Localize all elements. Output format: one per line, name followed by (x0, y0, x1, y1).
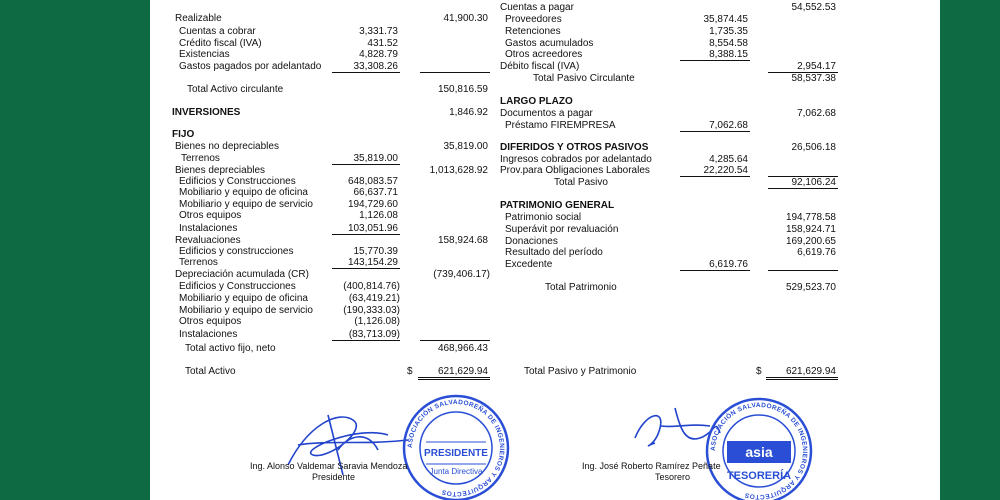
credito-fiscal-value: 431.52 (367, 38, 398, 49)
documentos-pagar-label: Documentos a pagar (500, 108, 593, 119)
subtotal-rule (332, 340, 400, 341)
superavit-label: Superávit por revaluación (505, 224, 619, 235)
instalaciones1-label: Instalaciones (179, 223, 238, 234)
cuentas-cobrar-value: 3,331.73 (359, 26, 398, 37)
total-activo-fijo-label: Total activo fijo, neto (185, 343, 276, 354)
edificios1-value: 648,083.57 (347, 176, 398, 187)
tesoreria-seal (703, 395, 815, 500)
donaciones-label: Donaciones (505, 236, 558, 247)
edificios1-label: Edificios y Construcciones (179, 176, 296, 187)
otros-equipos1-label: Otros equipos (179, 210, 242, 221)
double-rule-top (766, 377, 838, 378)
total-activo-fijo-value: 468,966.43 (437, 343, 488, 354)
depreciacion-total: (739,406.17) (433, 269, 490, 280)
edificios2-label: Edificios y construcciones (179, 246, 294, 257)
gastos-pagados-label: Gastos pagados por adelantado (179, 61, 322, 72)
total-patrimonio-value: 529,523.70 (785, 282, 836, 293)
retenciones-label: Retenciones (505, 26, 561, 37)
terrenos2-value: 143,154.29 (347, 257, 398, 268)
total-pasivo-patrimonio-label: Total Pasivo y Patrimonio (524, 366, 637, 377)
credito-fiscal-label: Crédito fiscal (IVA) (179, 38, 262, 49)
diferidos-total: 26,506.18 (791, 142, 836, 153)
total-pasivo-circulante-label: Total Pasivo Circulante (533, 73, 635, 84)
seal-ring-text: ASOCIACIÓN SALVADOREÑA DE INGENIEROS Y ARQUITECTOS (406, 398, 506, 498)
cuentas-pagar-label: Cuentas a pagar (500, 2, 574, 13)
currency-symbol: $ (756, 366, 762, 377)
otros-equipos1-value: 1,126.08 (359, 210, 398, 221)
gastos-acumulados-label: Gastos acumulados (505, 38, 594, 49)
bienes-no-dep-total: 35,819.00 (443, 141, 488, 152)
superavit-value: 158,924.71 (785, 224, 836, 235)
resultado-value: 6,619.76 (797, 247, 836, 258)
cuentas-pagar-total: 54,552.53 (791, 2, 836, 13)
instalaciones1-value: 103,051.96 (347, 223, 398, 234)
subtotal-rule (680, 176, 750, 177)
total-rule-top (768, 176, 838, 177)
presidente-seal (398, 392, 514, 500)
proveedores-value: 35,874.45 (703, 14, 748, 25)
terrenos1-value: 35,819.00 (353, 153, 398, 164)
debito-fiscal-total: 2,954.17 (797, 61, 836, 72)
existencias-value: 4,828.79 (359, 49, 398, 60)
total-activo-circulante-label: Total Activo circulante (187, 84, 284, 95)
mobiliario-servicio1-label: Mobiliario y equipo de servicio (179, 199, 313, 210)
diferidos-heading: DIFERIDOS Y OTROS PASIVOS (500, 142, 649, 153)
edificios3-label: Edificios y Construcciones (179, 281, 296, 292)
instalaciones3-value: (83,713.09) (348, 329, 400, 340)
total-pasivo-patrimonio-value: 621,629.94 (785, 366, 836, 377)
prestamo-value: 7,062.68 (709, 120, 748, 131)
ingresos-cobrados-value: 4,285.64 (709, 154, 748, 165)
retenciones-value: 1,735.35 (709, 26, 748, 37)
mobiliario-servicio3-label: Mobiliario y equipo de servicio (179, 305, 313, 316)
total-rule (768, 270, 838, 271)
total-rule (420, 72, 490, 73)
subtotal-rule (332, 72, 400, 73)
fijo-heading: FIJO (172, 129, 195, 140)
seal-ring-text: ASOCIACIÓN SALVADOREÑA DE INGENIEROS Y ARQUITECTOS (709, 401, 809, 500)
bienes-dep-total: 1,013,628.92 (429, 165, 488, 176)
donaciones-value: 169,200.65 (785, 236, 836, 247)
gastos-acumulados-value: 8,554.58 (709, 38, 748, 49)
otros-equipos3-label: Otros equipos (179, 316, 242, 327)
balance-sheet-page (150, 0, 940, 500)
patrimonio-general-heading: PATRIMONIO GENERAL (500, 200, 615, 211)
instalaciones3-label: Instalaciones (179, 329, 238, 340)
edificios3-value: (400,814.76) (343, 281, 400, 292)
mobiliario-servicio1-value: 194,729.60 (347, 199, 398, 210)
presidente-name: Ing. Alonso Valdemar Saravia Mendoza (250, 461, 408, 471)
patrimonio-social-label: Patrimonio social (505, 212, 582, 223)
total-pasivo-label: Total Pasivo (554, 177, 608, 188)
total-activo-label: Total Activo (185, 366, 236, 377)
existencias-label: Existencias (179, 49, 230, 60)
inversiones-heading: INVERSIONES (172, 107, 241, 118)
otros-acreedores-label: Otros acreedores (505, 49, 583, 60)
mobiliario-oficina1-label: Mobiliario y equipo de oficina (179, 187, 308, 198)
subtotal-rule (680, 270, 750, 271)
realizable-label: Realizable (175, 13, 222, 24)
total-rule-bottom (768, 188, 838, 189)
gastos-pagados-value: 33,308.26 (353, 61, 398, 72)
bienes-dep-label: Bienes depreciables (175, 165, 266, 176)
mobiliario-servicio3-value: (190,333.03) (343, 305, 400, 316)
seal-tesoreria-text: TESORERÍA (726, 470, 792, 482)
double-rule-bottom (766, 379, 838, 380)
double-rule-bottom (418, 379, 490, 380)
ingresos-cobrados-label: Ingresos cobrados por adelantado (500, 154, 652, 165)
subtotal-rule (332, 234, 400, 235)
patrimonio-social-value: 194,778.58 (785, 212, 836, 223)
total-patrimonio-label: Total Patrimonio (545, 282, 617, 293)
currency-symbol: $ (407, 366, 413, 377)
debito-fiscal-label: Débito fiscal (IVA) (500, 61, 580, 72)
seal-asia-text: asia (745, 444, 773, 460)
terrenos1-label: Terrenos (181, 153, 220, 164)
documentos-pagar-total: 7,062.68 (797, 108, 836, 119)
resultado-label: Resultado del período (505, 247, 603, 258)
mobiliario-oficina3-label: Mobiliario y equipo de oficina (179, 293, 308, 304)
subtotal-rule (332, 268, 400, 269)
otros-acreedores-value: 8,388.15 (709, 49, 748, 60)
total-activo-value: 621,629.94 (437, 366, 488, 377)
edificios2-value: 15,770.39 (353, 246, 398, 257)
tesorero-name: Ing. José Roberto Ramírez Peñate (582, 461, 721, 471)
terrenos2-label: Terrenos (179, 257, 218, 268)
subtotal-rule (680, 60, 750, 61)
realizable-total: 41,900.30 (443, 13, 488, 24)
mobiliario-oficina1-value: 66,637.71 (353, 187, 398, 198)
prestamo-label: Préstamo FIREMPRESA (505, 120, 616, 131)
total-rule (420, 340, 490, 341)
excedente-value: 6,619.76 (709, 259, 748, 270)
cuentas-cobrar-label: Cuentas a cobrar (179, 26, 256, 37)
prov-obligaciones-label: Prov.para Obligaciones Laborales (500, 165, 650, 176)
total-pasivo-value: 92,106.24 (791, 177, 836, 188)
revaluaciones-label: Revaluaciones (175, 235, 241, 246)
depreciacion-label: Depreciación acumulada (CR) (175, 269, 309, 280)
largo-plazo-heading: LARGO PLAZO (500, 96, 573, 107)
double-rule-top (418, 377, 490, 378)
prov-obligaciones-value: 22,220.54 (703, 165, 748, 176)
presidente-role: Presidente (312, 472, 356, 482)
excedente-label: Excedente (505, 259, 553, 270)
total-pasivo-circulante-value: 58,537.38 (791, 73, 836, 84)
otros-equipos3-value: (1,126.08) (354, 316, 400, 327)
bienes-no-dep-label: Bienes no depreciables (175, 141, 279, 152)
mobiliario-oficina3-value: (63,419.21) (348, 293, 400, 304)
revaluaciones-total: 158,924.68 (437, 235, 488, 246)
total-activo-circulante-value: 150,816.59 (437, 84, 488, 95)
tesorero-role: Tesorero (655, 472, 691, 482)
subtotal-rule (680, 131, 750, 132)
seal-junta-text: Junta Directiva (429, 467, 483, 476)
seal-presidente-text: PRESIDENTE (424, 448, 488, 459)
inversiones-total: 1,846.92 (449, 107, 488, 118)
proveedores-label: Proveedores (505, 14, 562, 25)
subtotal-rule (332, 164, 400, 165)
